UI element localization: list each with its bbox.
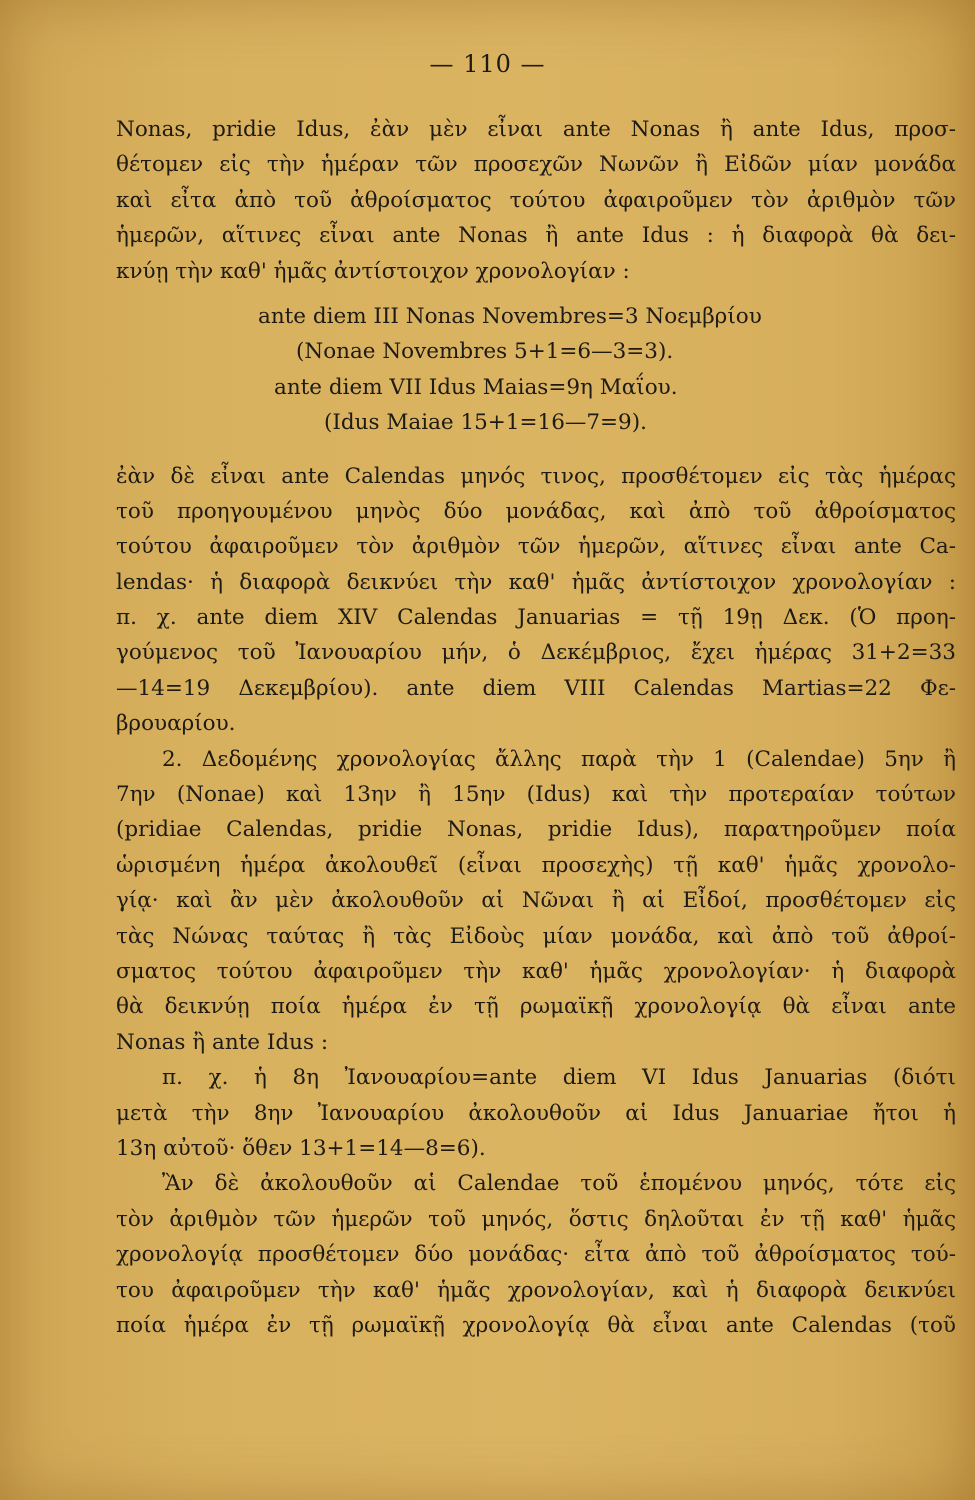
example-line: (Idus Maiae 15+1=16—7=9). xyxy=(324,410,647,436)
page-text xyxy=(116,112,956,1343)
text-line: τὰς Νώνας ταύτας ἢ τὰς Εἰδοὺς μίαν μονάδα, καὶ ἀπὸ τοῦ ἀθροί- xyxy=(116,923,956,949)
example-line: ante diem VII Idus Maias=9η Μαΐου. xyxy=(274,374,678,400)
page-number: — 110 — xyxy=(429,50,546,78)
text-line: Nonas, pridie Idus, ἐὰν μὲν εἶναι ante Nonas ἢ ante Idus, προσ- xyxy=(116,117,956,142)
text-line: γούμενος τοῦ Ἰανουαρίου μήν, ὁ Δεκέμβριος, ἔχει ἡμέρας 31+2=33 xyxy=(116,640,956,666)
text-line: θὰ δεικνύῃ ποία ἡμέρα ἐν τῇ ρωμαϊκῇ χρονολογίᾳ θὰ εἶναι ante xyxy=(116,994,956,1020)
example-line: ante diem III Nonas Novembres=3 Νοεμβρίου xyxy=(258,303,762,329)
text-line: μετὰ τὴν 8ην Ἰανουαρίου ἀκολουθοῦν αἱ Idus Januariae ἤτοι ἡ xyxy=(116,1100,956,1126)
text-line: π. χ. ante diem XIV Calendas Januarias = τῇ 19ῃ Δεκ. (Ὁ προη- xyxy=(116,605,956,631)
text-line: τὸν ἀριθμὸν τῶν ἡμερῶν τοῦ μηνός, ὅστις δηλοῦται ἐν τῇ καθ' ἡμᾶς xyxy=(116,1206,956,1232)
paragraph-4 xyxy=(116,1060,956,1166)
text-line: Ἂν δὲ ἀκολουθοῦν αἱ Calendae τοῦ ἑπομένου μηνός, τότε εἰς xyxy=(162,1171,956,1197)
text-line: Nonas ἢ ante Idus : xyxy=(116,1029,329,1055)
text-line: ἡμερῶν, αἵτινες εἶναι ante Nonas ἢ ante Idus : ἡ διαφορὰ θὰ δει- xyxy=(116,223,956,249)
text-line: π. χ. ἡ 8η Ἰανουαρίου=ante diem VI Idus Januarias (διότι xyxy=(162,1065,956,1091)
text-line: —14=19 Δεκεμβρίου). ante diem VIII Calendas Martias=22 Φε- xyxy=(116,675,956,701)
text-line: τοῦ προηγουμένου μηνὸς δύο μονάδας, καὶ ἀπὸ τοῦ ἀθροίσματος xyxy=(116,498,956,524)
text-line: χρονολογίᾳ προσθέτομεν δύο μονάδας· εἶτα ἀπὸ τοῦ ἀθροίσματος τού- xyxy=(116,1242,956,1268)
text-line: lendas· ἡ διαφορὰ δεικνύει τὴν καθ' ἡμᾶς ἀντίστοιχον χρονολογίαν : xyxy=(116,569,956,595)
paragraph-3 xyxy=(116,742,956,1061)
text-line: βρουαρίου. xyxy=(116,711,236,737)
text-line: γίᾳ· καὶ ἂν μὲν ἀκολουθοῦν αἱ Νῶναι ἢ αἱ Εἶδοί, προσθέτομεν εἰς xyxy=(116,888,956,914)
example-line: (Nonae Novembres 5+1=6—3=3). xyxy=(296,339,674,365)
text-line: σματος τούτου ἀφαιροῦμεν τὴν καθ' ἡμᾶς χρονολογίαν· ἡ διαφορὰ xyxy=(116,958,956,984)
text-line: κνύῃ τὴν καθ' ἡμᾶς ἀντίστοιχον χρονολογίαν : xyxy=(116,258,630,284)
example-block-nonas-idus xyxy=(116,299,956,441)
paragraph-5 xyxy=(116,1166,956,1343)
text-line: ἐὰν δὲ εἶναι ante Calendas μηνός τινος, προσθέτομεν εἰς τὰς ἡμέρας xyxy=(116,463,956,489)
text-line: 13η αὐτοῦ· ὅθεν 13+1=14—8=6). xyxy=(116,1135,486,1161)
text-line: θέτομεν εἰς τὴν ἡμέραν τῶν προσεχῶν Νωνῶν ἢ Εἰδῶν μίαν μονάδα xyxy=(116,152,956,178)
text-line: καὶ εἶτα ἀπὸ τοῦ ἀθροίσματος τούτου ἀφαιροῦμεν τὸν ἀριθμὸν τῶν xyxy=(116,187,956,213)
text-line: (pridiae Calendas, pridie Nonas, pridie Idus), παρατηροῦμεν ποία xyxy=(116,817,956,843)
paragraph-2 xyxy=(116,459,956,742)
text-line: 2. Δεδομένης χρονολογίας ἄλλης παρὰ τὴν 1 (Calendae) 5ην ἢ xyxy=(162,746,956,772)
text-line: τούτου ἀφαιροῦμεν τὸν ἀριθμὸν τῶν ἡμερῶν, αἵτινες εἶναι ante Ca- xyxy=(116,534,956,560)
text-line: ποία ἡμέρα ἐν τῇ ρωμαϊκῇ χρονολογίᾳ θὰ εἶναι ante Calendas (τοῦ xyxy=(116,1312,956,1338)
text-line: 7ην (Nonae) καὶ 13ην ἢ 15ην (Idus) καὶ τὴν προτεραίαν τούτων xyxy=(116,782,956,808)
text-line: του ἀφαιροῦμεν τὴν καθ' ἡμᾶς χρονολογίαν, καὶ ἡ διαφορὰ δεικνύει xyxy=(116,1277,956,1303)
paragraph-1 xyxy=(116,112,956,289)
text-line: ὡρισμένη ἡμέρα ἀκολουθεῖ (εἶναι προσεχὴς) τῇ καθ' ἡμᾶς χρονολο- xyxy=(116,852,956,878)
